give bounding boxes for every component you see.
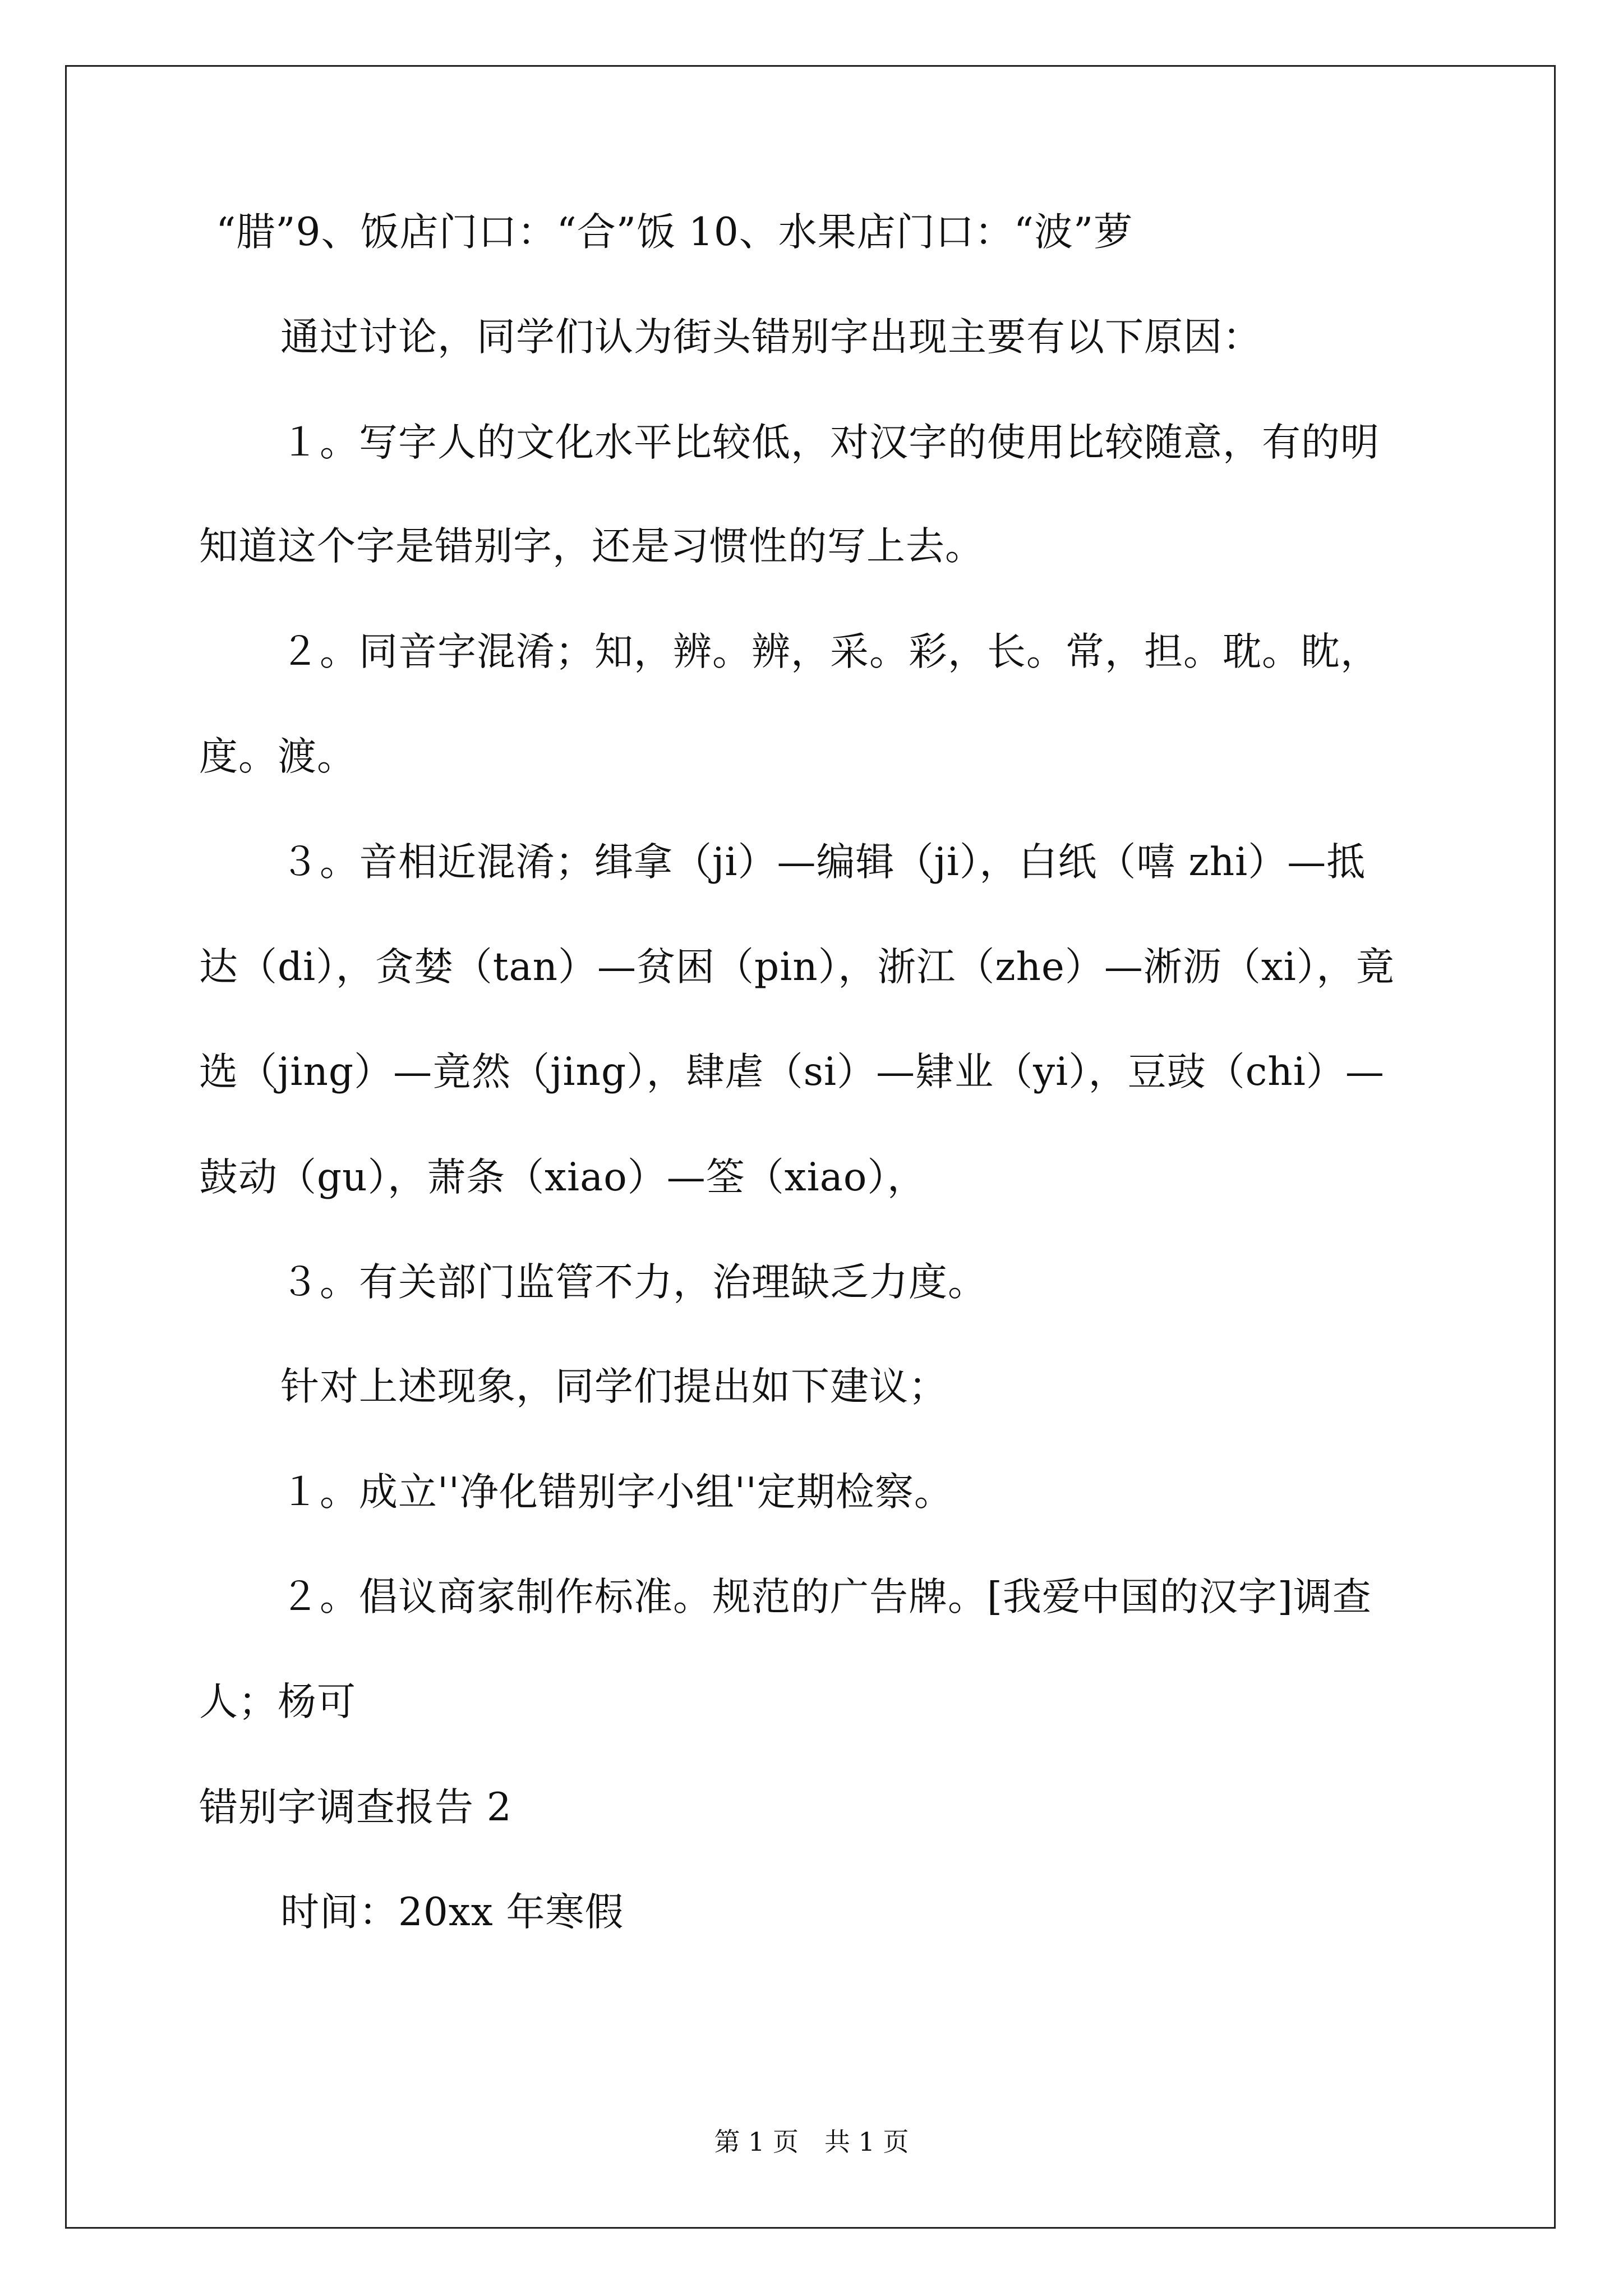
text-line-9: 选（jing）—竟然（jing），肆虐（si）—肄业（yi），豆豉（chi）— (199, 1050, 1385, 1094)
text-line-12: 针对上述现象，同学们提出如下建议； (280, 1364, 948, 1409)
text-line-17: 时间：20xx 年寒假 (280, 1890, 624, 1935)
text-line-8: 达（di），贪婪（tan）—贫困（pin），浙江（zhe）—淅沥（xi），竟 (199, 945, 1395, 990)
text-line-2: 通过讨论，同学们认为街头错别字出现主要有以下原因： (280, 315, 1262, 360)
text-line-1: “腊”9、饭店门口：“合”饭 10、水果店门口：“波”萝 (216, 210, 1133, 255)
page-footer: 第 1 页 共 1 页 (714, 2127, 909, 2157)
text-line-5: ２。同音字混淆；知，辨。辨，采。彩，长。常，担。耽。眈， (280, 629, 1380, 674)
section-heading: 错别字调查报告 2 (199, 1785, 512, 1830)
text-line-4: 知道这个字是错别字，还是习惯性的写上去。 (199, 524, 984, 569)
text-line-7: ３。音相近混淆；缉拿（ji）—编辑（ji），白纸（嘻 zhi）—抵 (280, 840, 1366, 885)
text-line-6: 度。渡。 (199, 734, 356, 779)
text-line-15: 人；杨可 (199, 1680, 356, 1724)
text-line-10: 鼓动（gu），萧条（xiao）—筌（xiao）， (199, 1155, 926, 1200)
text-line-3: １。写字人的文化水平比较低，对汉字的使用比较随意，有的明 (280, 420, 1380, 465)
text-line-11: ３。有关部门监管不力，治理缺乏力度。 (280, 1260, 987, 1305)
text-line-13: １。成立''净化错别字小组''定期检察。 (280, 1470, 953, 1515)
text-line-14: ２。倡议商家制作标准。规范的广告牌。[我爱中国的汉字]调查 (280, 1575, 1372, 1619)
